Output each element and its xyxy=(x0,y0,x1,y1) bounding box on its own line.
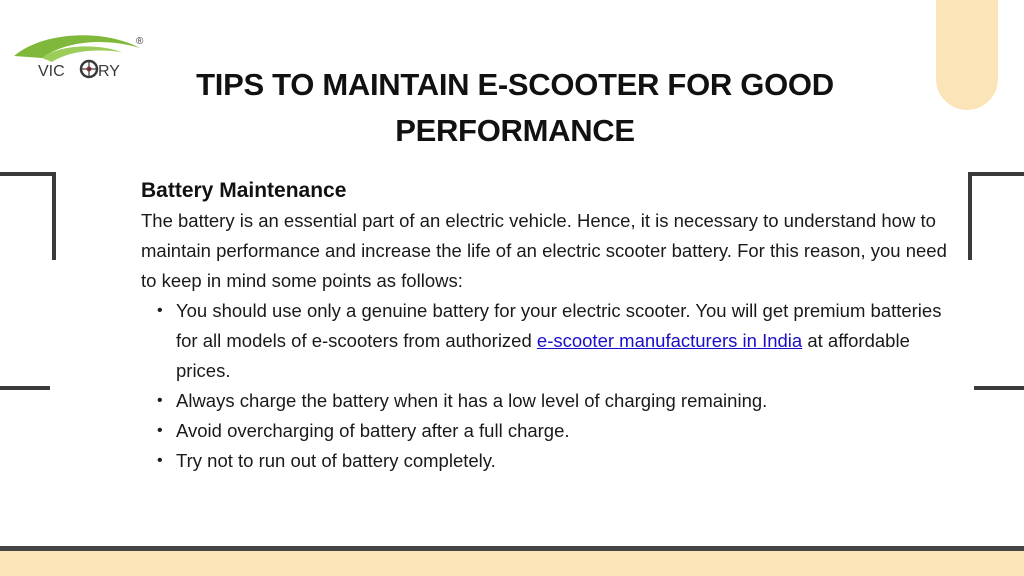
logo-graphic xyxy=(12,28,152,88)
section-heading: Battery Maintenance xyxy=(141,179,347,202)
victory-logo xyxy=(12,28,152,88)
corner-decoration xyxy=(936,0,998,110)
left-bracket-side xyxy=(52,172,56,260)
left-bracket-top xyxy=(0,172,56,176)
footer-band xyxy=(0,551,1024,576)
list-item: • Try not to run out of battery completely. xyxy=(176,446,951,476)
section-paragraph: The battery is an essential part of an electric vehicle. Hence, it is necessary to understand how to maintain performance and increase the life of an electric scooter battery. For this reason, you need to keep in mind some points as follows: xyxy=(141,210,947,291)
logo-text-start: VIC xyxy=(38,63,65,80)
logo-text-end: RY xyxy=(98,63,120,80)
manufacturers-link[interactable]: e-scooter manufacturers in India xyxy=(536,330,803,351)
right-bracket-top xyxy=(968,172,1024,176)
right-bracket-side xyxy=(968,172,972,260)
registered-mark: ® xyxy=(136,36,144,47)
page-title: TIPS TO MAINTAIN E-SCOOTER FOR GOOD PERFORMANCE xyxy=(196,67,834,148)
left-bracket-bottom xyxy=(0,386,50,390)
content-section xyxy=(141,176,951,476)
bullet-text: You should use only a genuine battery for your electric scooter. You will get premium batteries for all models of e-scooters from authorized xyxy=(176,300,942,351)
list-item xyxy=(176,296,951,386)
right-bracket-bottom xyxy=(974,386,1024,390)
list-item: • Always charge the battery when it has a low level of charging remaining. xyxy=(176,386,951,416)
bullet-text-end: at affordable prices. xyxy=(176,330,910,381)
bullet-list xyxy=(141,296,951,476)
list-item: • Avoid overcharging of battery after a full charge. xyxy=(176,416,951,446)
